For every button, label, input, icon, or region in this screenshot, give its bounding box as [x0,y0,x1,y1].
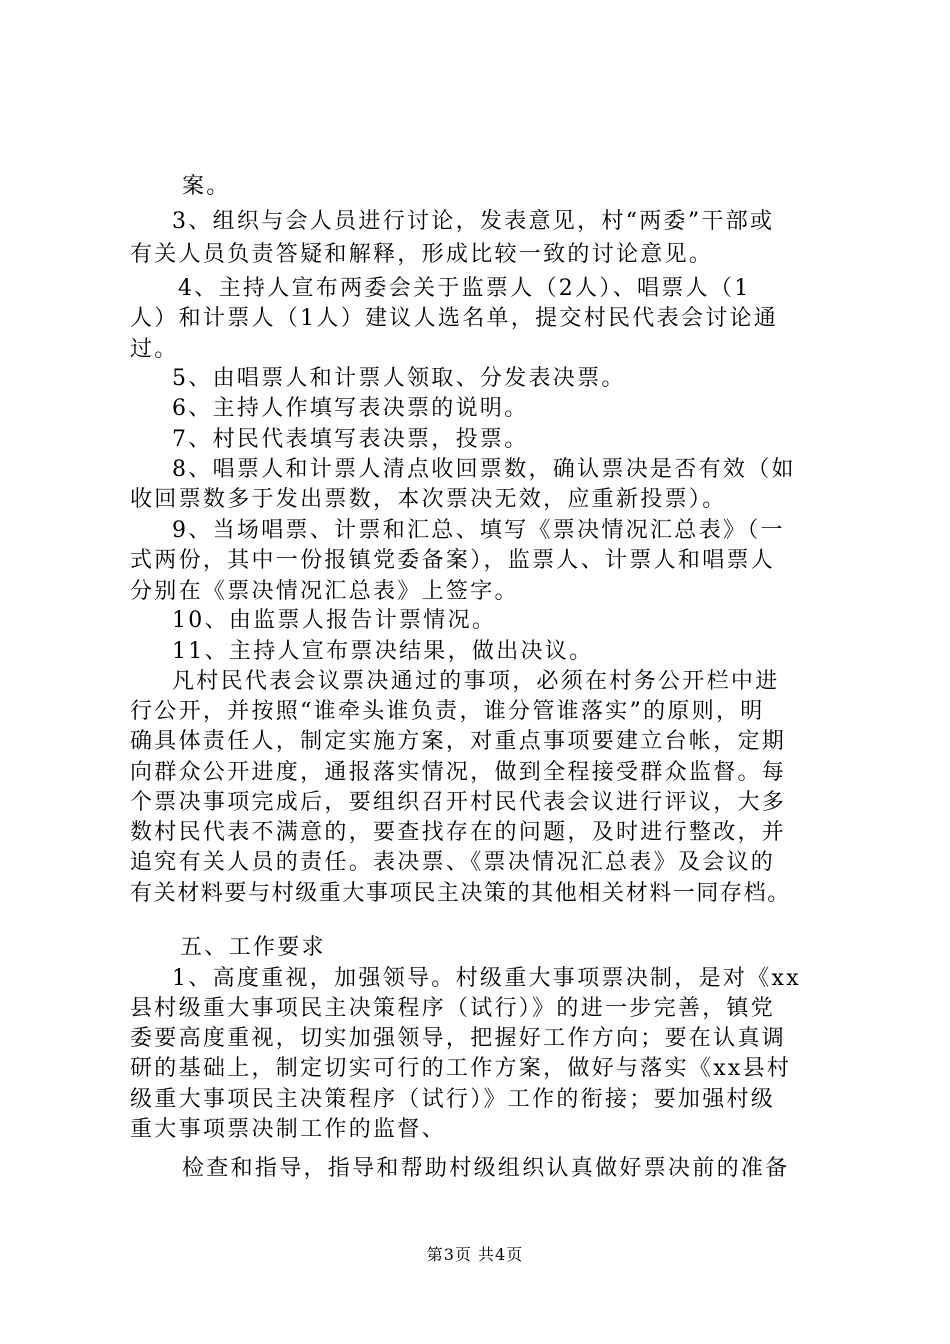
text-line: 有关材料要与村级重大事项民主决策的其他相关材料一同存档。 [130,881,791,906]
text-line: 重大事项票决制工作的监督、 [130,1117,446,1142]
text-line: 7、村民代表填写表决票，投票。 [172,427,529,452]
text-line: 有关人员负责答疑和解释，形成比较一致的讨论意见。 [130,242,714,267]
text-line: 6、主持人作填写表决票的说明。 [172,396,529,421]
text-line: 8、唱票人和计票人清点收回票数，确认票决是否有效（如 [172,457,796,482]
text-line: 人）和计票人（1人）建议人选名单，提交村民代表会讨论通 [130,306,779,331]
page-number-footer: 第3页 共4页 [426,1245,524,1264]
text-line: 5、由唱票人和计票人领取、分发表决票。 [172,366,626,391]
text-line: 1、高度重视，加强领导。村级重大事项票决制，是对《xx [172,966,801,991]
text-line: 研的基础上，制定切实可行的工作方案，做好与落实《xx县村 [130,1056,792,1081]
text-line: 凡村民代表会议票决通过的事项，必须在村务公开栏中进 [172,669,780,694]
text-line: 案。 [182,174,231,199]
text-line: 9、当场唱票、计票和汇总、填写《票决情况汇总表》（一 [172,518,785,543]
text-line: 检查和指导，指导和帮助村级组织认真做好票决前的准备 [182,1156,790,1181]
text-line: 个票决事项完成后，要组织召开村民代表会议进行评议，大多 [130,790,787,815]
text-line: 分别在《票决情况汇总表》上签字。 [130,579,519,604]
text-line: 11、主持人宣布票决结果，做出决议。 [172,639,594,664]
text-line: 收回票数多于发出票数，本次票决无效，应重新投票）。 [130,487,727,512]
text-line: 级重大事项民主决策程序（试行）》工作的衔接；要加强村级 [130,1087,776,1112]
text-line: 委要高度重视，切实加强领导，把握好工作方向；要在认真调 [130,1026,787,1051]
text-line: 3、组织与会人员进行讨论，发表意见，村“两委”干部或 [172,209,775,234]
text-line: 行公开，并按照“谁牵头谁负责，谁分管谁落实”的原则，明 [130,699,765,724]
text-line: 追究有关人员的责任。表决票、《票决情况汇总表》及会议的 [130,850,776,875]
section-heading: 五、工作要求 [180,935,326,960]
text-line: 县村级重大事项民主决策程序（试行）》的进一步完善，镇党 [130,996,776,1021]
text-line: 10、由监票人报告计票情况。 [172,608,497,633]
text-line: 4、主持人宣布两委会关于监票人（2人）、唱票人（1 [178,276,751,301]
text-line: 向群众公开进度，通报落实情况，做到全程接受群众监督。每 [130,760,787,785]
text-line: 确具体责任人，制定实施方案，对重点事项要建立台帐，定期 [130,729,787,754]
text-line: 过。 [130,337,179,362]
text-line: 式两份，其中一份报镇党委备案），监票人、计票人和唱票人 [130,548,776,573]
text-line: 数村民代表不满意的，要查找存在的问题，及时进行整改，并 [130,820,787,845]
